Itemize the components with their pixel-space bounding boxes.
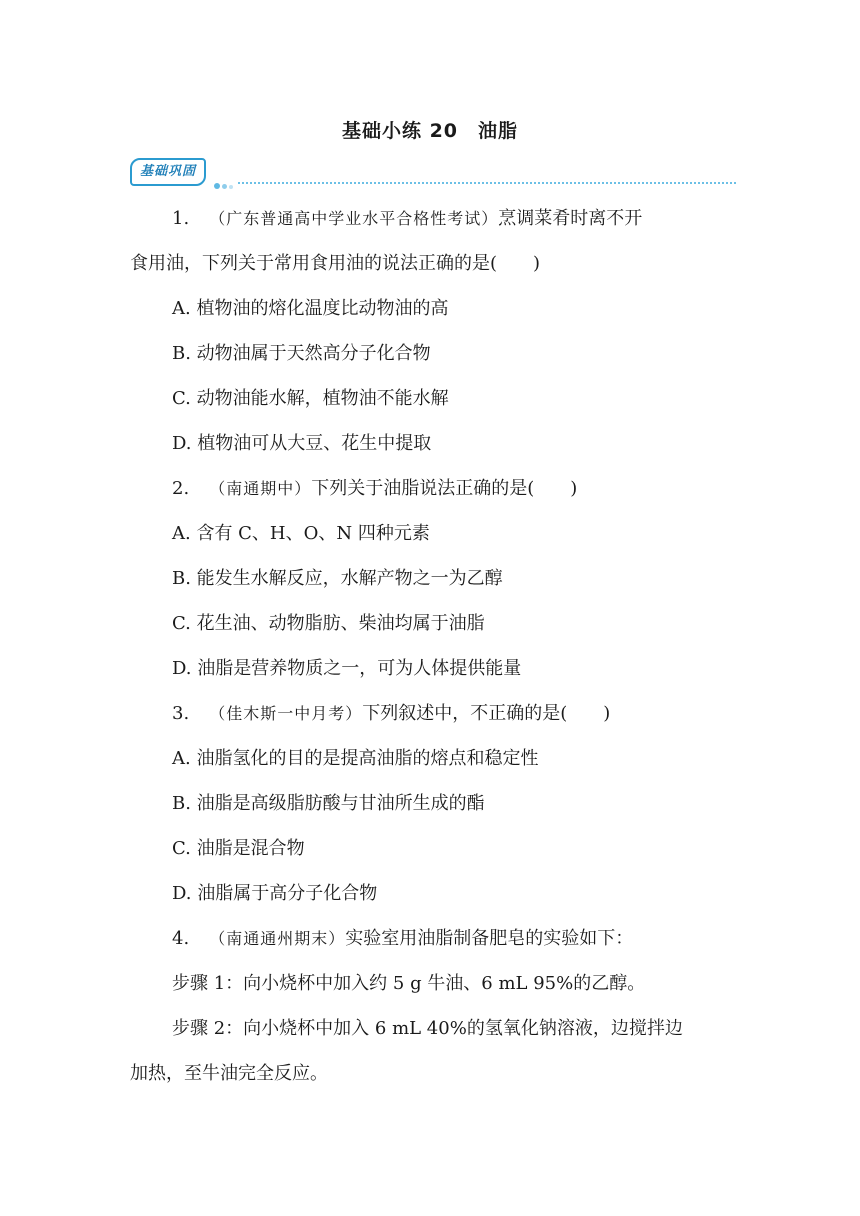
page-title: 基础小练 20 油脂 (341, 120, 519, 142)
option-1c: C. 动物油能水解，植物油不能水解 (172, 388, 449, 409)
option-3b: B. 油脂是高级脂肪酸与甘油所生成的酯 (172, 793, 485, 814)
option-2c: C. 花生油、动物脂肪、柴油均属于油脂 (172, 613, 485, 634)
option-1d: D. 植物油可从大豆、花生中提取 (172, 433, 432, 454)
question-text: 下列叙述中，不正确的是( ) (362, 703, 611, 724)
option-1b: B. 动物油属于天然高分子化合物 (172, 343, 431, 364)
option-3a: A. 油脂氢化的目的是提高油脂的熔点和稳定性 (172, 748, 539, 769)
section-divider (238, 182, 736, 184)
question-4-stem (130, 916, 736, 961)
option-2a: A. 含有 C、H、O、N 四种元素 (172, 523, 430, 544)
option-3c: C. 油脂是混合物 (172, 838, 305, 859)
option-2b: B. 能发生水解反应，水解产物之一为乙醇 (172, 568, 503, 589)
step-1: 步骤 1：向小烧杯中加入约 5 g 牛油、6 mL 95%的乙醇。 (172, 973, 646, 994)
question-1-stem (130, 196, 736, 241)
question-source: （佳木斯一中月考） (209, 704, 363, 723)
question-text: 烹调菜肴时离不开 (498, 208, 643, 229)
question-1-stem-cont: 食用油，下列关于常用食用油的说法正确的是( ) (130, 253, 541, 274)
step-2-cont: 加热，至牛油完全反应。 (130, 1063, 328, 1084)
question-source: （南通通州期末） (209, 929, 346, 948)
question-text: 实验室用油脂制备肥皂的实验如下： (345, 928, 634, 949)
option-1a: A. 植物油的熔化温度比动物油的高 (172, 298, 449, 319)
question-2-stem (130, 466, 736, 511)
question-source: （南通期中） (209, 479, 312, 498)
decorative-dots-icon (214, 174, 235, 182)
question-source: （广东普通高中学业水平合格性考试） (209, 209, 499, 228)
question-text: 下列关于油脂说法正确的是( ) (311, 478, 578, 499)
question-number: 1. (172, 208, 190, 229)
option-2d: D. 油脂是营养物质之一，可为人体提供能量 (172, 658, 522, 679)
question-number: 3. (172, 703, 190, 724)
question-number: 4. (172, 928, 190, 949)
question-list (130, 196, 736, 1096)
step-2: 步骤 2：向小烧杯中加入 6 mL 40%的氢氧化钠溶液，边搅拌边 (172, 1018, 683, 1039)
section-header (130, 158, 736, 188)
question-number: 2. (172, 478, 190, 499)
option-3d: D. 油脂属于高分子化合物 (172, 883, 378, 904)
question-3-stem (130, 691, 736, 736)
section-badge: 基础巩固 (130, 158, 206, 186)
